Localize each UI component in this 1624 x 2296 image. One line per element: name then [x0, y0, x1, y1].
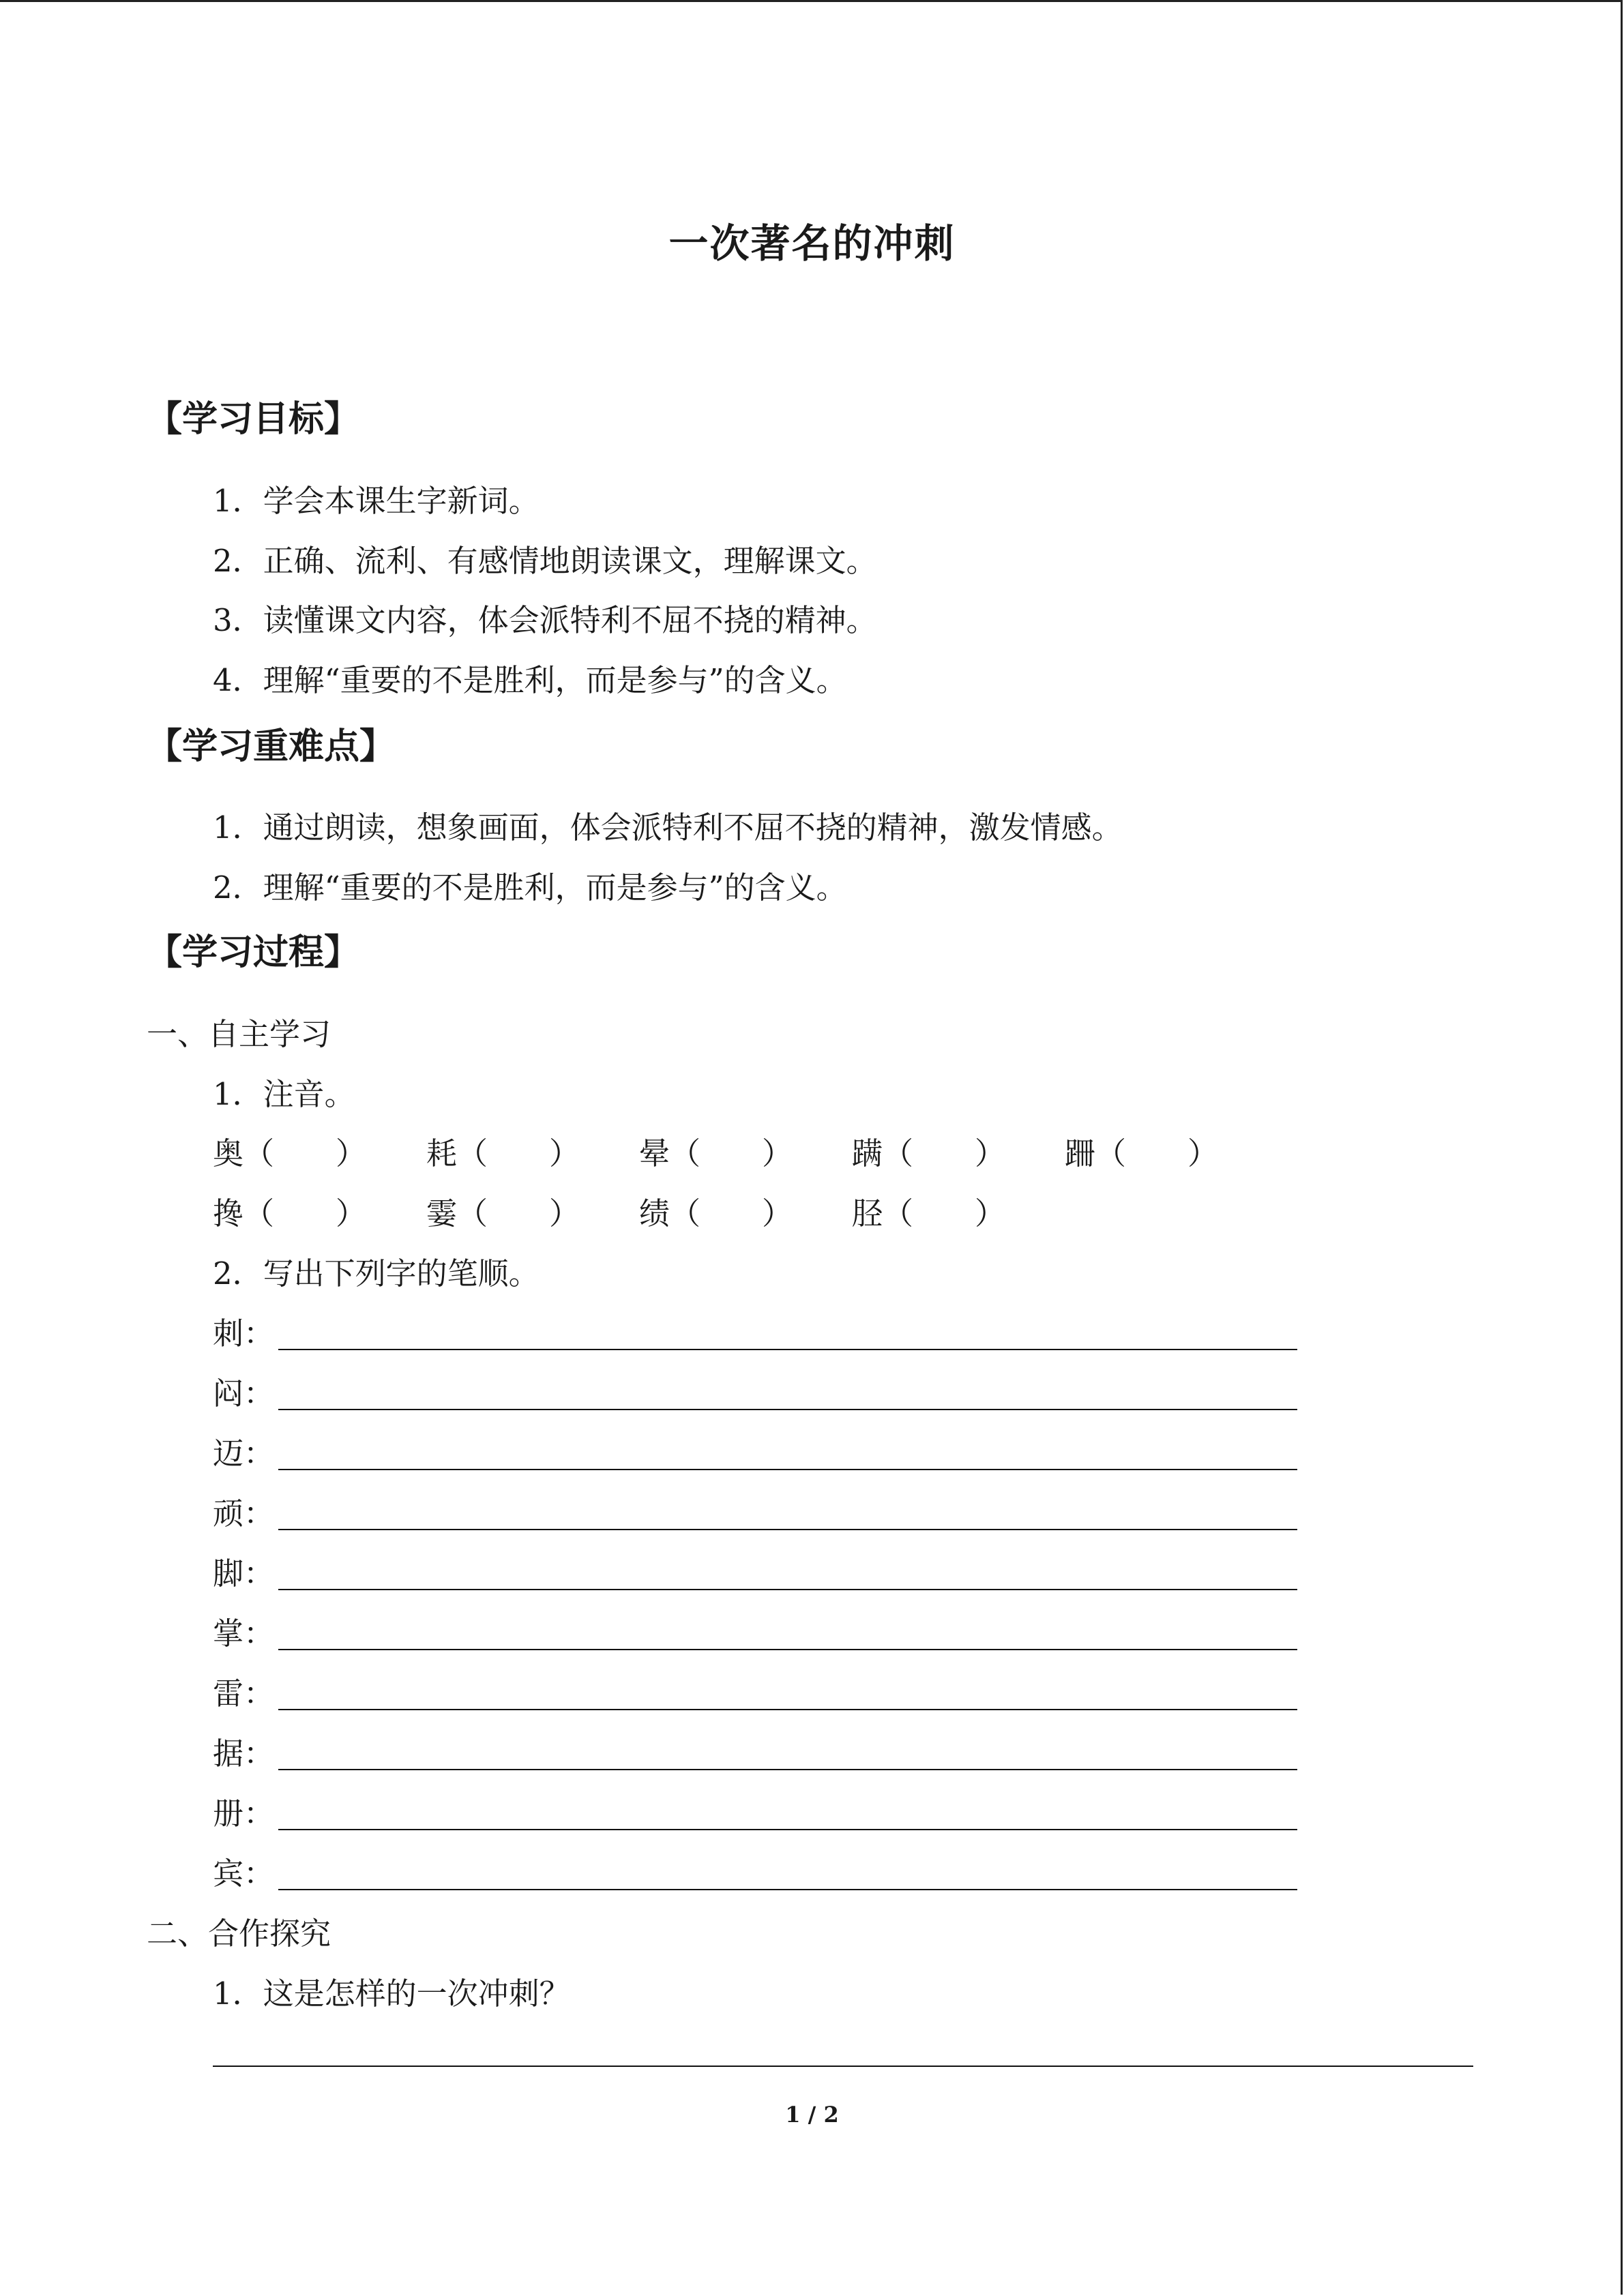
pinyin-blank[interactable]: 奥（ ） [213, 1135, 367, 1172]
answer-line[interactable] [278, 1469, 1297, 1470]
stroke-char: 宾： [213, 1855, 275, 1892]
stroke-char: 顽： [213, 1495, 275, 1532]
pinyin-blank[interactable]: 霎（ ） [426, 1195, 580, 1232]
pinyin-blank[interactable]: 胫（ ） [852, 1195, 1006, 1232]
answer-line[interactable] [278, 1889, 1297, 1890]
stroke-char: 雷： [213, 1675, 275, 1712]
goal-item: 2．正确、流利、有感情地朗读课文，理解课文。 [213, 543, 877, 579]
question-stroke-order: 2．写出下列字的笔顺。 [213, 1255, 540, 1292]
answer-line[interactable] [278, 1769, 1297, 1770]
stroke-row [213, 1729, 1297, 1770]
answer-line[interactable] [278, 1409, 1297, 1410]
goal-item: 4．理解“重要的不是胜利，而是参与”的含义。 [213, 662, 847, 698]
stroke-row [213, 1549, 1297, 1590]
goals-heading: 【学习目标】 [147, 398, 360, 440]
keypoint-item: 2．理解“重要的不是胜利，而是参与”的含义。 [213, 869, 847, 906]
pinyin-blank[interactable]: 跚（ ） [1065, 1135, 1219, 1172]
answer-line[interactable] [278, 1529, 1297, 1530]
keypoints-heading: 【学习重难点】 [147, 726, 396, 767]
stroke-row [213, 1609, 1297, 1650]
stroke-char: 闷： [213, 1375, 275, 1412]
answer-line[interactable] [278, 1709, 1297, 1710]
pinyin-blank[interactable]: 耗（ ） [426, 1135, 580, 1172]
answer-line[interactable] [278, 1649, 1297, 1650]
question-sprint: 1．这是怎样的一次冲刺？ [213, 1976, 570, 2012]
stroke-row [213, 1489, 1297, 1530]
section-self-study-title: 一、自主学习 [147, 1016, 331, 1052]
pinyin-blank[interactable]: 晕（ ） [639, 1135, 793, 1172]
stroke-row [213, 1369, 1297, 1410]
stroke-char: 册： [213, 1795, 275, 1832]
pinyin-blank[interactable]: 搀（ ） [213, 1195, 367, 1232]
stroke-row [213, 1669, 1297, 1710]
stroke-row [213, 1309, 1297, 1350]
pinyin-blank[interactable]: 绩（ ） [639, 1195, 793, 1232]
process-heading: 【学习过程】 [147, 931, 360, 973]
stroke-row [213, 1429, 1297, 1470]
stroke-char: 据： [213, 1735, 275, 1772]
stroke-char: 掌： [213, 1615, 275, 1652]
stroke-char: 刺： [213, 1315, 275, 1352]
keypoint-item: 1．通过朗读，想象画面，体会派特利不屈不挠的精神，激发情感。 [213, 809, 1123, 846]
answer-line[interactable] [278, 1589, 1297, 1590]
goal-item: 1．学会本课生字新词。 [213, 483, 540, 519]
answer-line[interactable] [213, 2066, 1473, 2067]
stroke-char: 脚： [213, 1555, 275, 1592]
answer-line[interactable] [278, 1829, 1297, 1830]
stroke-char: 迈： [213, 1435, 275, 1472]
stroke-row [213, 1849, 1297, 1890]
section-cooperation-title: 二、合作探究 [147, 1915, 331, 1952]
page-title: 一次著名的冲刺 [668, 220, 956, 267]
stroke-row [213, 1789, 1297, 1830]
page-number: 1 / 2 [785, 2102, 839, 2128]
pinyin-blank[interactable]: 蹒（ ） [852, 1135, 1006, 1172]
goal-item: 3．读懂课文内容，体会派特利不屈不挠的精神。 [213, 602, 877, 638]
answer-line[interactable] [278, 1349, 1297, 1350]
question-pinyin: 1．注音。 [213, 1076, 355, 1112]
